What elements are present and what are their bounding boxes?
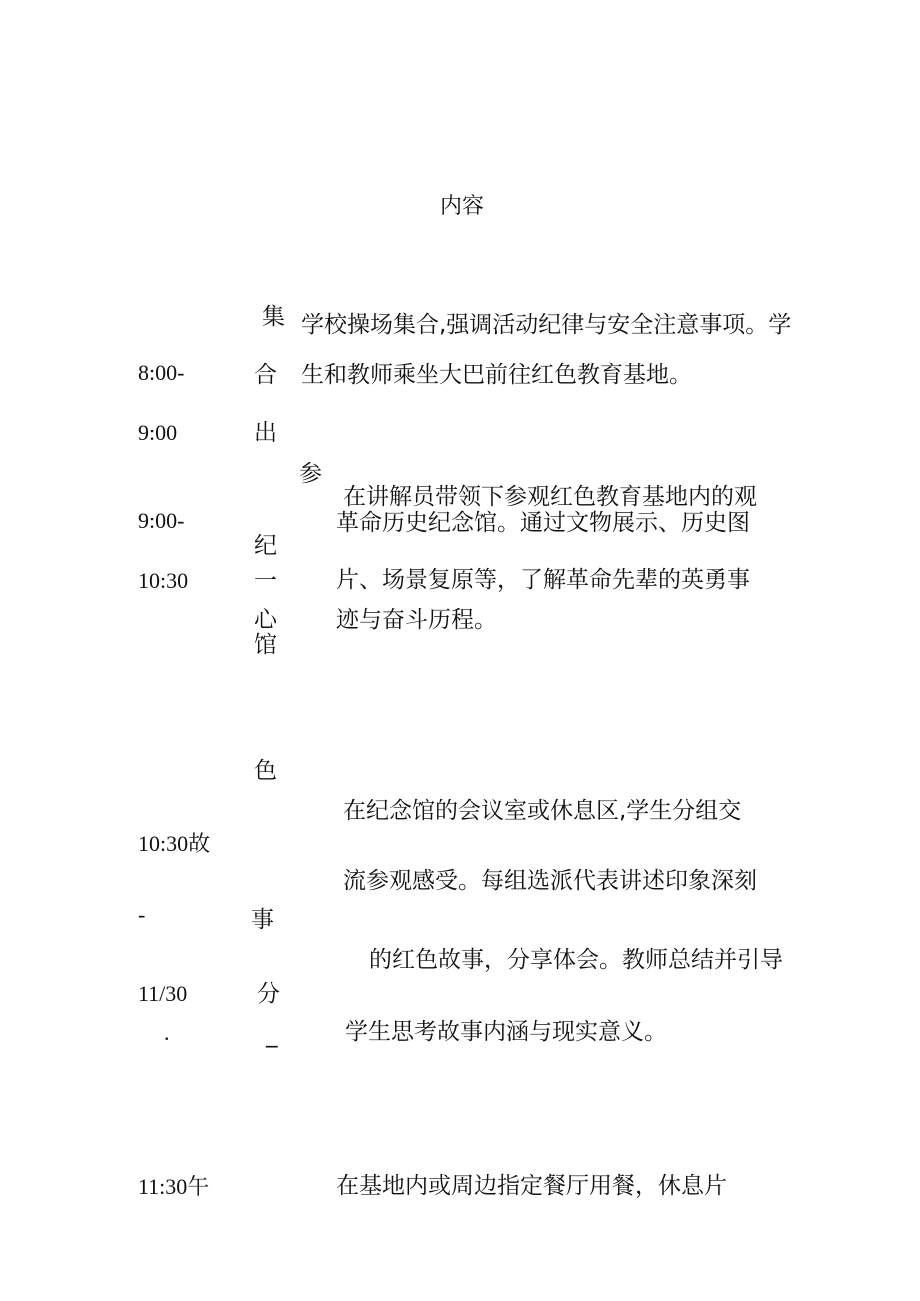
- time-start: 8:00-: [138, 360, 185, 385]
- description-line: 片、场景复原等，了解革命先辈的英勇事: [336, 567, 750, 593]
- activity-char: _: [266, 1022, 278, 1048]
- activity-char: 出: [254, 420, 277, 446]
- description-line: 迹与奋斗历程。: [336, 607, 497, 633]
- activity-char: 参: [299, 461, 322, 487]
- content-column-header: 内容: [440, 194, 485, 219]
- activity-char: 纪: [254, 533, 277, 559]
- time-end: 9:00: [138, 420, 178, 445]
- time-start: 11:30午: [138, 1174, 210, 1199]
- description-line: 学校操场集合,强调活动纪律与安全注意事项。学: [301, 312, 792, 338]
- description-line: 学生思考故事内涵与现实意义。: [345, 1019, 667, 1045]
- activity-char: 集: [262, 304, 285, 330]
- time-mark: .: [164, 1020, 170, 1045]
- activity-char: 心: [254, 607, 277, 633]
- description-line: 革命历史纪念馆。通过文物展示、历史图: [336, 510, 750, 536]
- description-line: 流参观感受。每组选派代表讲述印象深刻: [343, 868, 757, 894]
- description-line: 在纪念馆的会议室或休息区,学生分组交: [343, 798, 742, 824]
- activity-char: 色: [254, 758, 277, 784]
- activity-char: 馆: [254, 632, 277, 658]
- time-end: 11/30: [138, 981, 188, 1006]
- activity-char: 分: [257, 981, 280, 1007]
- activity-char: 一: [254, 568, 277, 594]
- activity-char: 合: [254, 362, 277, 388]
- description-line: 生和教师乘坐大巴前往红色教育基地。: [301, 362, 692, 388]
- time-start: 10:30故: [138, 831, 211, 856]
- time-start: 9:00-: [138, 508, 185, 533]
- time-end: 10:30: [138, 568, 189, 593]
- description-line: 在基地内或周边指定餐厅用餐，休息片: [336, 1173, 727, 1199]
- description-line: 的红色故事，分享体会。教师总结并引导: [369, 947, 783, 973]
- activity-char: 事: [251, 907, 274, 933]
- time-separator: -: [138, 902, 146, 927]
- description-line: 在讲解员带领下参观红色教育基地内的观: [343, 484, 757, 510]
